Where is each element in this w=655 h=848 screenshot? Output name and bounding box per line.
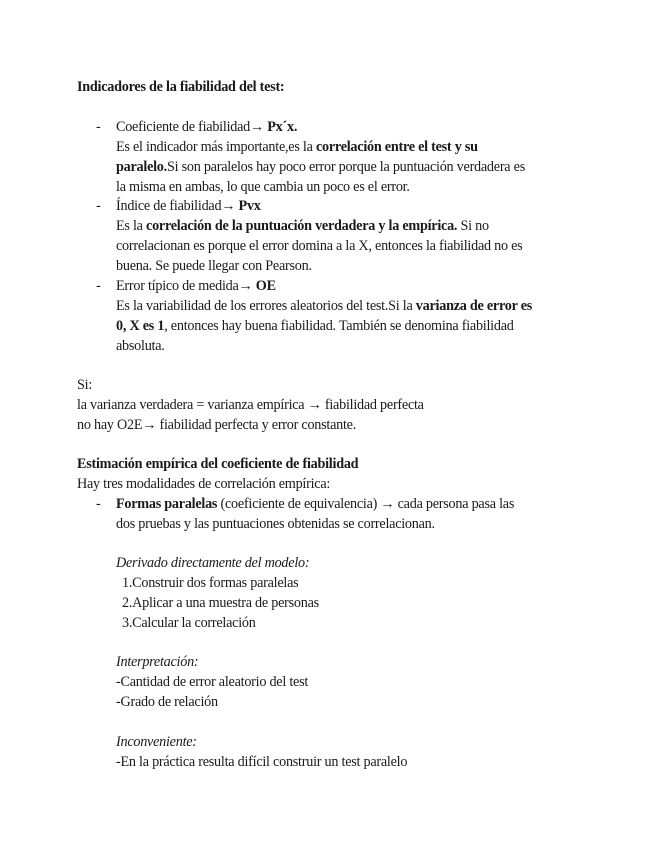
derivado-heading: Derivado directamente del modelo:: [116, 555, 310, 571]
item-3-l1-text: Es la variabilidad de los errores aleatorios del test.Si la: [116, 298, 416, 314]
item-1-l1-bold: correlación entre el test y su: [315, 139, 478, 155]
interpretacion-item-1: -Cantidad de error aleatorio del test: [116, 674, 309, 690]
item-1-line-3: la misma en ambas, lo que cambia un poco es el error.: [116, 179, 410, 195]
item-2-line-1: [116, 216, 489, 236]
item-2-line-3: buena. Se puede llegar con Pearson.: [116, 258, 312, 274]
item-1-l2-bold: paralelo.: [116, 159, 167, 175]
section-title-estimacion: Estimación empírica del coeficiente de fiabilidad: [77, 456, 359, 472]
item-2-heading: [116, 196, 261, 216]
bullet-1: -: [96, 119, 101, 135]
bullet-3: -: [96, 278, 101, 294]
inconveniente-item-1: -En la práctica resulta difícil construir un test paralelo: [116, 754, 408, 770]
formas-paralelas-bold: Formas paralelas: [116, 496, 218, 512]
block2-line-2: la varianza verdadera = varianza empírica → fiabilidad perfecta: [77, 397, 424, 413]
inconveniente-heading: Inconveniente:: [116, 734, 197, 750]
item-1-heading-text: Coeficiente de fiabilidad→: [116, 119, 268, 135]
item-1-heading-bold: Px´x.: [267, 119, 298, 135]
section2-intro: Hay tres modalidades de correlación empírica:: [77, 476, 331, 492]
item-1-l2-text: Si son paralelos hay poco error porque la puntuación verdadera es: [166, 159, 525, 175]
item-2-l1-bold: correlación de la puntuación verdadera y la empírica.: [146, 218, 458, 234]
item-2-l1-text2: Si no: [457, 218, 489, 234]
section-title-indicadores: Indicadores de la fiabilidad del test:: [77, 79, 285, 95]
item-1-heading: [116, 117, 297, 137]
block2-line-1: Si:: [77, 377, 93, 393]
bullet-2: -: [96, 198, 101, 214]
interpretacion-item-2: -Grado de relación: [116, 694, 218, 710]
bullet-4: -: [96, 496, 101, 512]
formas-paralelas-text: (coeficiente de equivalencia) → cada persona pasa las: [217, 496, 515, 512]
item-3-l2-text: , entonces hay buena fiabilidad. También se denomina fiabilidad: [164, 318, 514, 334]
formas-paralelas-line-1: [116, 494, 514, 514]
item-1-line-2: [116, 157, 525, 177]
item-3-heading: [116, 276, 276, 296]
item-1-l1-text: Es el indicador más importante,es la: [116, 139, 316, 155]
block2-line-3: no hay O2E→ fiabilidad perfecta y error constante.: [77, 417, 357, 433]
item-3-l2-bold: 0, X es 1: [116, 318, 165, 334]
item-3-heading-text: Error típico de medida→: [116, 278, 256, 294]
derivado-step-3: 3.Calcular la correlación: [122, 615, 256, 631]
item-3-line-1: [116, 296, 532, 316]
item-2-heading-text: Índice de fiabilidad→: [116, 198, 239, 214]
item-2-heading-bold: Pvx: [238, 198, 261, 214]
item-3-l1-bold: varianza de error es: [415, 298, 533, 314]
interpretacion-heading: Interpretación:: [116, 654, 199, 670]
item-3-line-3: absoluta.: [116, 338, 165, 354]
item-2-line-2: correlacionan es porque el error domina a la X, entonces la fiabilidad no es: [116, 238, 523, 254]
item-3-line-2: [116, 316, 514, 336]
item-2-l1-text: Es la: [116, 218, 147, 234]
formas-paralelas-line-2: dos pruebas y las puntuaciones obtenidas se correlacionan.: [116, 516, 435, 532]
item-1-line-1: [116, 137, 478, 157]
derivado-step-1: 1.Construir dos formas paralelas: [122, 575, 299, 591]
item-3-heading-bold: OE: [255, 278, 276, 294]
derivado-step-2: 2.Aplicar a una muestra de personas: [122, 595, 319, 611]
